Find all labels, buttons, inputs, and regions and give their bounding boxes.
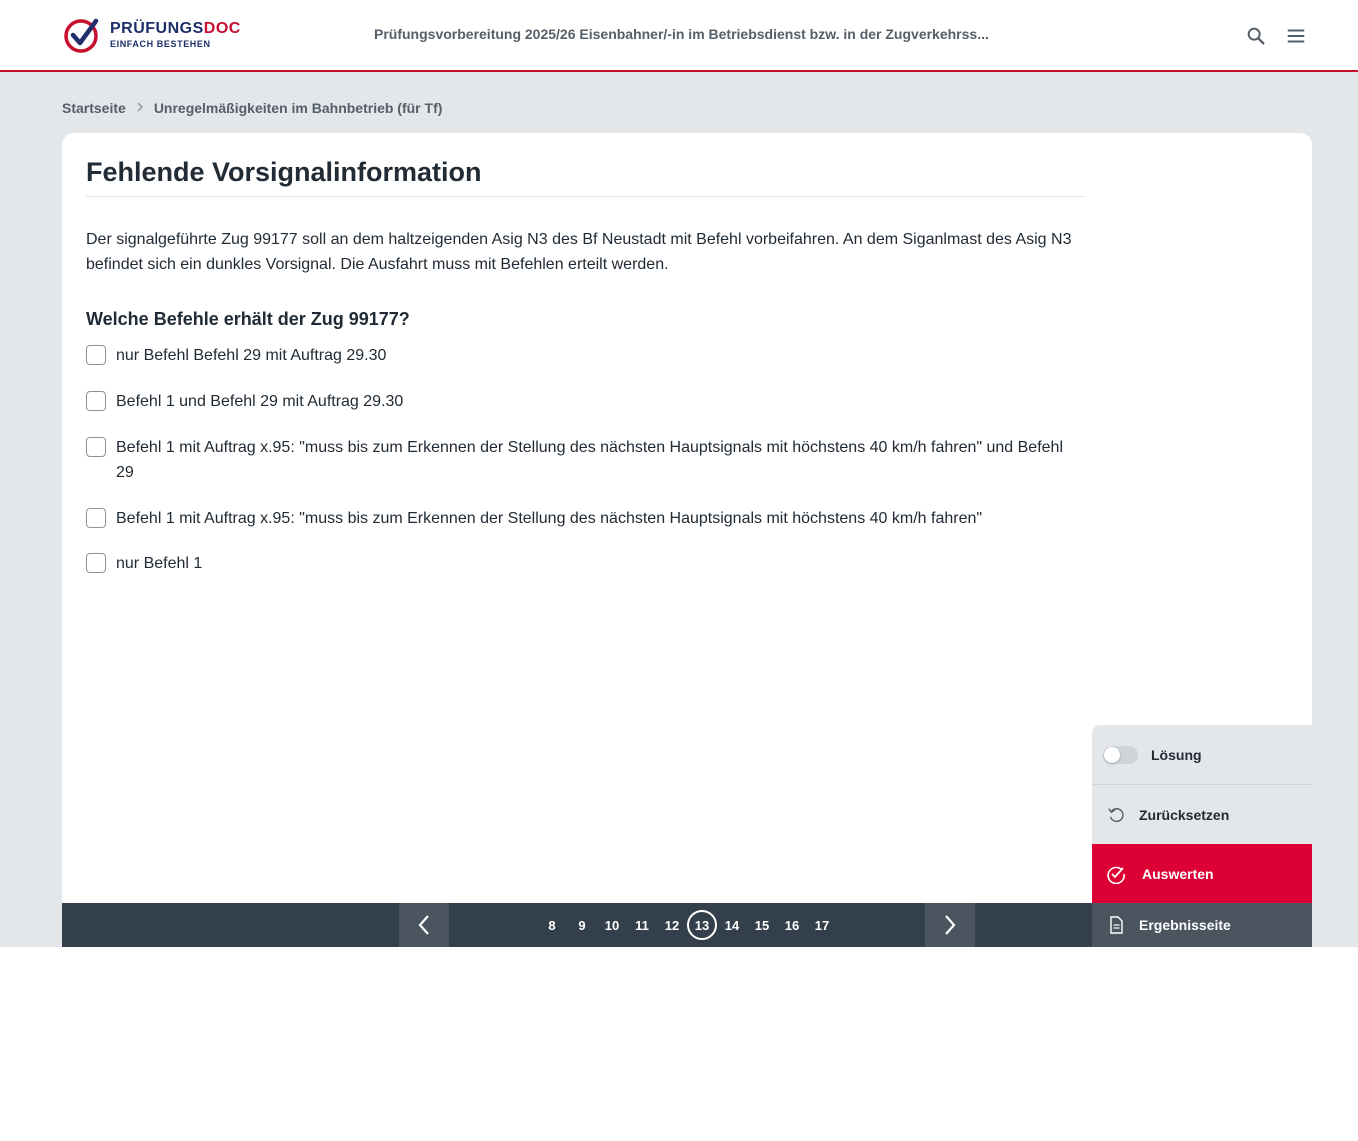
answer-label: Befehl 1 mit Auftrag x.95: "muss bis zum Erkennen der Stellung des nächsten Hauptsignals mit höchstens 40 km/h fahren" und Befehl 29 bbox=[116, 439, 1063, 481]
answer-checkbox[interactable] bbox=[86, 553, 106, 573]
page-number[interactable]: 9 bbox=[578, 917, 586, 933]
solution-toggle[interactable] bbox=[1103, 746, 1138, 764]
document-icon bbox=[1106, 915, 1126, 935]
results-label: Ergebnisseite bbox=[1139, 917, 1231, 933]
logo[interactable] bbox=[62, 16, 244, 54]
title-divider bbox=[86, 196, 1084, 197]
toggle-knob bbox=[1104, 747, 1120, 763]
breadcrumb bbox=[62, 100, 442, 116]
page-number-current[interactable]: 13 bbox=[687, 910, 717, 940]
reset-label: Zurücksetzen bbox=[1139, 806, 1230, 823]
previous-question-button[interactable] bbox=[399, 903, 449, 947]
solution-toggle-row[interactable] bbox=[1092, 725, 1312, 785]
check-circle-icon bbox=[1106, 864, 1126, 884]
logo-wordmark: PRÜFUNGSDOC bbox=[110, 20, 241, 37]
answer-option[interactable] bbox=[86, 551, 1084, 576]
page-number-list bbox=[537, 903, 837, 947]
answer-option[interactable] bbox=[86, 343, 1084, 368]
question-text: Der signalgeführte Zug 99177 soll an dem haltzeigenden Asig N3 des Bf Neustadt mit Befehl vorbeifahren. An dem Siganlmast des Asig N3 befindet sich ein dunkles Vorsignal. Die Ausfahrt muss mit Befehlen erteilt werden. bbox=[86, 231, 1072, 273]
page-number[interactable]: 10 bbox=[604, 917, 620, 933]
evaluate-label: Auswerten bbox=[1142, 865, 1214, 882]
answer-label: nur Befehl 1 bbox=[116, 555, 203, 572]
logo-tagline: EINFACH BESTEHEN bbox=[110, 39, 211, 49]
answer-checkbox[interactable] bbox=[86, 508, 106, 528]
results-page-button[interactable] bbox=[1092, 903, 1312, 947]
reset-button[interactable] bbox=[1092, 785, 1312, 844]
search-icon[interactable] bbox=[1245, 25, 1267, 47]
page-number[interactable]: 12 bbox=[664, 917, 680, 933]
page-number[interactable]: 16 bbox=[784, 917, 800, 933]
answer-option[interactable] bbox=[86, 389, 1084, 414]
question-title: Fehlende Vorsignalinformation bbox=[86, 157, 482, 187]
solution-label: Lösung bbox=[1151, 746, 1202, 763]
page-number[interactable]: 14 bbox=[724, 917, 740, 933]
page-number[interactable]: 17 bbox=[814, 917, 830, 933]
breadcrumb-current-link[interactable]: Unregelmäßigkeiten im Bahnbetrieb (für Tf) bbox=[153, 100, 443, 116]
answer-label: Befehl 1 und Befehl 29 mit Auftrag 29.30 bbox=[116, 393, 404, 410]
answer-label: Befehl 1 mit Auftrag x.95: "muss bis zum Erkennen der Stellung des nächsten Hauptsignals mit höchstens 40 km/h fahren" bbox=[116, 510, 983, 527]
answer-checkbox[interactable] bbox=[86, 437, 106, 457]
question-prompt: Welche Befehle erhält der Zug 99177? bbox=[86, 309, 410, 329]
answer-option[interactable] bbox=[86, 506, 1084, 531]
answer-checkbox[interactable] bbox=[86, 345, 106, 365]
chevron-right-icon bbox=[136, 100, 144, 116]
answer-option[interactable] bbox=[86, 435, 1084, 485]
question-pager bbox=[62, 903, 1092, 947]
breadcrumb-home-link[interactable]: Startseite bbox=[62, 100, 126, 116]
course-title: Prüfungsvorbereitung 2025/26 Eisenbahner/-in im Betriebsdienst bzw. in der Zugverkehrss... bbox=[374, 26, 989, 42]
action-panel bbox=[1092, 725, 1312, 947]
logo-check-icon bbox=[62, 16, 100, 54]
evaluate-button[interactable] bbox=[1092, 844, 1312, 903]
chevron-left-icon bbox=[416, 913, 432, 937]
answer-label: nur Befehl Befehl 29 mit Auftrag 29.30 bbox=[116, 347, 387, 364]
chevron-right-icon bbox=[942, 913, 958, 937]
page-number[interactable]: 8 bbox=[548, 917, 556, 933]
next-question-button[interactable] bbox=[925, 903, 975, 947]
page-number[interactable]: 11 bbox=[635, 917, 649, 933]
page-number[interactable]: 15 bbox=[754, 917, 770, 933]
undo-icon bbox=[1106, 805, 1126, 825]
top-header bbox=[0, 0, 1358, 72]
menu-icon[interactable] bbox=[1285, 25, 1307, 47]
answer-checkbox[interactable] bbox=[86, 391, 106, 411]
